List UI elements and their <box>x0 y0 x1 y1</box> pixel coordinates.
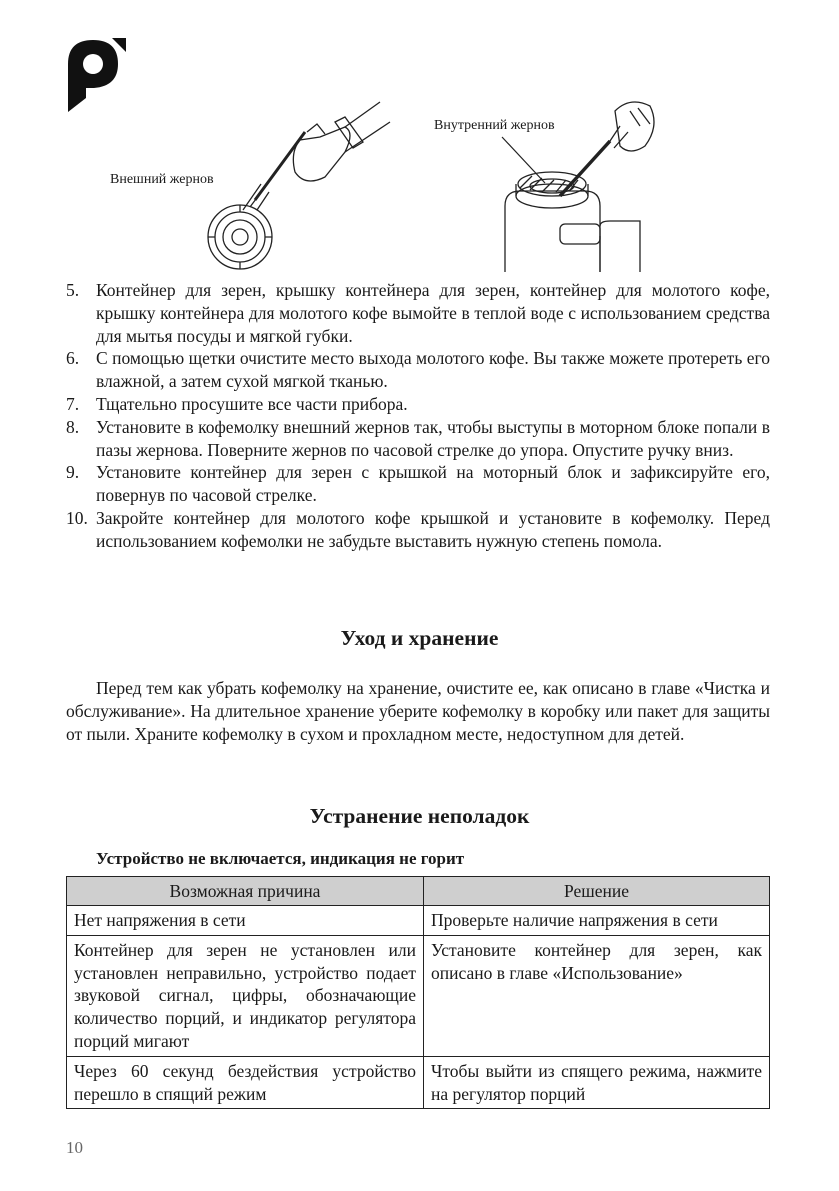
table-header-row <box>67 877 770 906</box>
cause-cell: Через 60 секунд бездействия устройство перешло в спящий режим <box>67 1056 424 1109</box>
care-paragraph: Перед тем как убрать кофемолку на хранение, очистите ее, как описано в главе «Чистка и обслуживание». На длительное хранение уберите кофемолку в коробку или пакет для защиты от пыли. Храните кофемолку в сухом и прохладном месте, недоступном для детей. <box>66 678 770 744</box>
cleaning-steps-list <box>66 279 770 553</box>
care-section-title: Уход и хранение <box>340 626 499 650</box>
outer-burr-label: Внешний жернов <box>110 172 214 187</box>
inner-burr-pointer-line <box>490 135 550 185</box>
solution-cell: Чтобы выйти из спящего режима, нажмите на регулятор порций <box>424 1056 770 1109</box>
list-item: 8. Установите в кофемолку внешний жернов так, чтобы выступы в моторном блоке попали в пазы жернова. Поверните жернов по часовой стрелке до упора. Опустите ручку вниз. <box>66 416 770 460</box>
outer-burr-illustration <box>195 92 395 272</box>
page-number: 10 <box>66 1138 83 1157</box>
troubleshooting-subtitle: Устройство не включается, индикация не горит <box>96 849 465 868</box>
solution-cell: Проверьте наличие напряжения в сети <box>424 906 770 936</box>
table-row <box>67 1056 770 1109</box>
solution-cell: Установите контейнер для зерен, как описано в главе «Использование» <box>424 935 770 1056</box>
inner-burr-label: Внутренний жернов <box>434 118 555 133</box>
cause-cell: Нет напряжения в сети <box>67 906 424 936</box>
header-cause: Возможная причина <box>67 877 424 906</box>
table-row <box>67 935 770 1056</box>
list-item: 7. Тщательно просушите все части прибора. <box>66 393 408 414</box>
cause-cell: Контейнер для зерен не установлен или установлен неправильно, устройство подает звуковой сигнал, цифры, обозначающие количество порций, и индикатор регулятора порций мигают <box>67 935 424 1056</box>
brand-logo <box>66 36 128 112</box>
list-item: 6. С помощью щетки очистите место выхода молотого кофе. Вы также можете протереть его влажной, а затем сухой мягкой тканью. <box>66 348 770 392</box>
list-item: 5. Контейнер для зерен, крышку контейнера для зерен, контейнер для молотого кофе, крышку контейнера для молотого кофе вымойте в теплой воде с использованием средства для мытья посуды и мягкой губки. <box>66 280 770 346</box>
list-item: 9. Установите контейнер для зерен с крышкой на моторный блок и зафиксируйте его, повернув по часовой стрелке. <box>66 462 770 506</box>
troubleshooting-table <box>66 876 770 1109</box>
list-item: 10. Закройте контейнер для молотого кофе крышкой и установите в кофемолку. Перед использованием кофемолки не забудьте выставить нужную степень помола. <box>66 507 770 551</box>
troubleshooting-section-title: Устранение неполадок <box>309 804 530 828</box>
table-row <box>67 906 770 936</box>
header-solution: Решение <box>424 877 770 906</box>
